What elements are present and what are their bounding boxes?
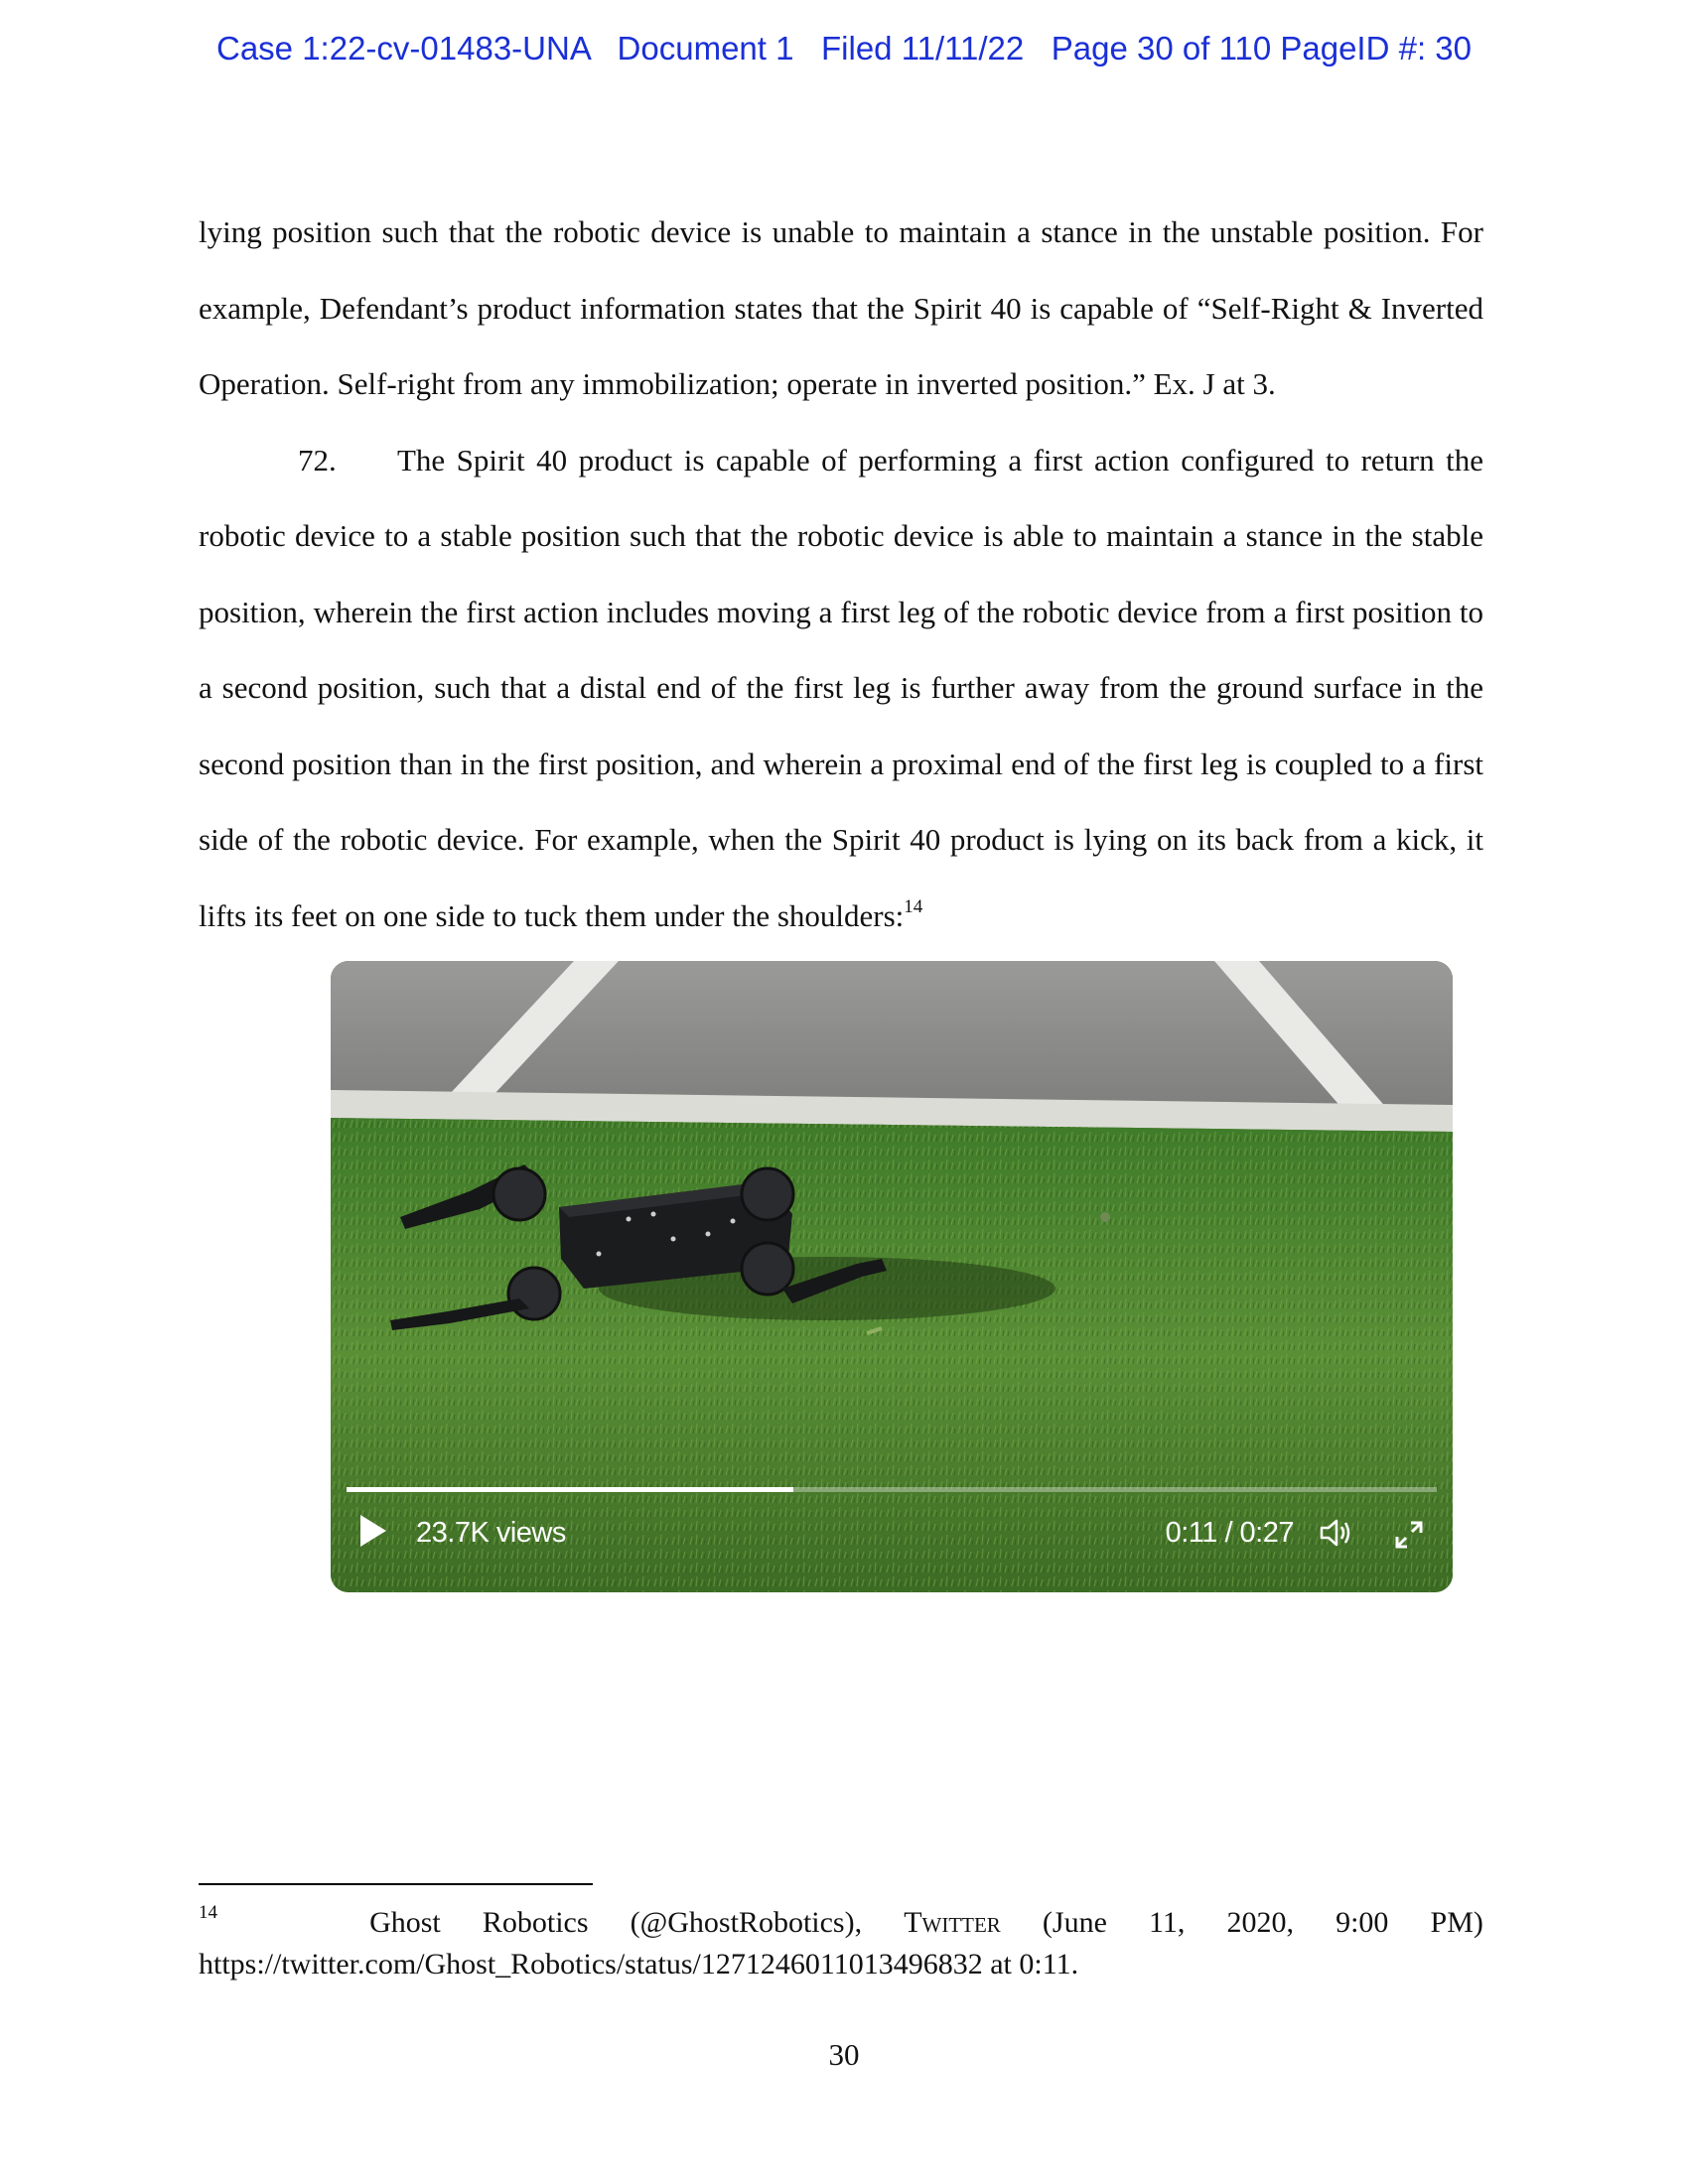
footnote-author: Ghost [369, 1906, 441, 1939]
paragraph-continued: lying position such that the robotic device is unable to maintain a stance in the unstable position. For example, Defendant’s product information states that the Spirit 40 is capable of “Self-Right & Inverted Operation. Self-right from any immobilization; operate in inverted position.” Ex. J at 3. [199, 214, 1483, 401]
header-document: Document 1 [617, 30, 794, 67]
header-case: Case 1:22-cv-01483-UNA [216, 30, 591, 67]
progress-bar[interactable] [347, 1487, 1437, 1492]
footnote-time: 9:00 [1336, 1906, 1389, 1939]
fullscreen-icon[interactable] [1391, 1517, 1427, 1553]
video-frame-image [331, 961, 1453, 1592]
volume-icon[interactable] [1318, 1515, 1353, 1551]
footnote-line-1 [199, 1904, 1483, 1946]
footnote-time-suffix: PM) [1430, 1906, 1483, 1939]
footnote-date-month: (June [1042, 1906, 1107, 1939]
footnote [199, 1904, 1483, 1983]
play-icon[interactable] [360, 1515, 386, 1547]
footnote-author-2: Robotics [482, 1906, 589, 1939]
paragraph-number: 72. [298, 442, 337, 478]
progress-fill [347, 1487, 793, 1492]
footnote-separator [199, 1883, 593, 1885]
header-filed: Filed 11/11/22 [821, 30, 1025, 67]
footnote-source: Twitter [904, 1906, 1001, 1939]
header-page: Page 30 of 110 PageID #: 30 [1051, 30, 1472, 67]
paragraph-72 [199, 423, 1483, 955]
footnote-handle: (@GhostRobotics), [630, 1906, 863, 1939]
footnote-number: 14 [199, 1902, 217, 1923]
footnote-url[interactable]: https://twitter.com/Ghost_Robotics/status/1271246011013496832 at 0:11. [199, 1948, 1079, 1980]
body-text [199, 195, 1483, 954]
video-player[interactable] [331, 961, 1453, 1592]
case-header [0, 30, 1688, 68]
view-count: 23.7K views [416, 1517, 566, 1549]
time-readout: 0:11 / 0:27 [1165, 1517, 1294, 1549]
footnote-date-day: 11, [1149, 1906, 1186, 1939]
page-number: 30 [828, 2037, 860, 2072]
video-controls [331, 1505, 1453, 1565]
paragraph-72-text: The Spirit 40 product is capable of performing a first action configured to return the robotic device to a stable position such that the robotic device is able to maintain a stance in the stable position, wherein the first action includes moving a first leg of the robotic device from a first position to a second position, such that a distal end of the first leg is further away from the ground surface in the second position than in the first position, and wherein a proximal end of the first leg is coupled to a first side of the robotic device. For example, when the Spirit 40 product is lying on its back from a kick, it lifts its feet on one side to tuck them under the shoulders: [199, 442, 1483, 933]
footnote-date-year: 2020, [1226, 1906, 1294, 1939]
footnote-ref[interactable]: 14 [904, 895, 923, 917]
